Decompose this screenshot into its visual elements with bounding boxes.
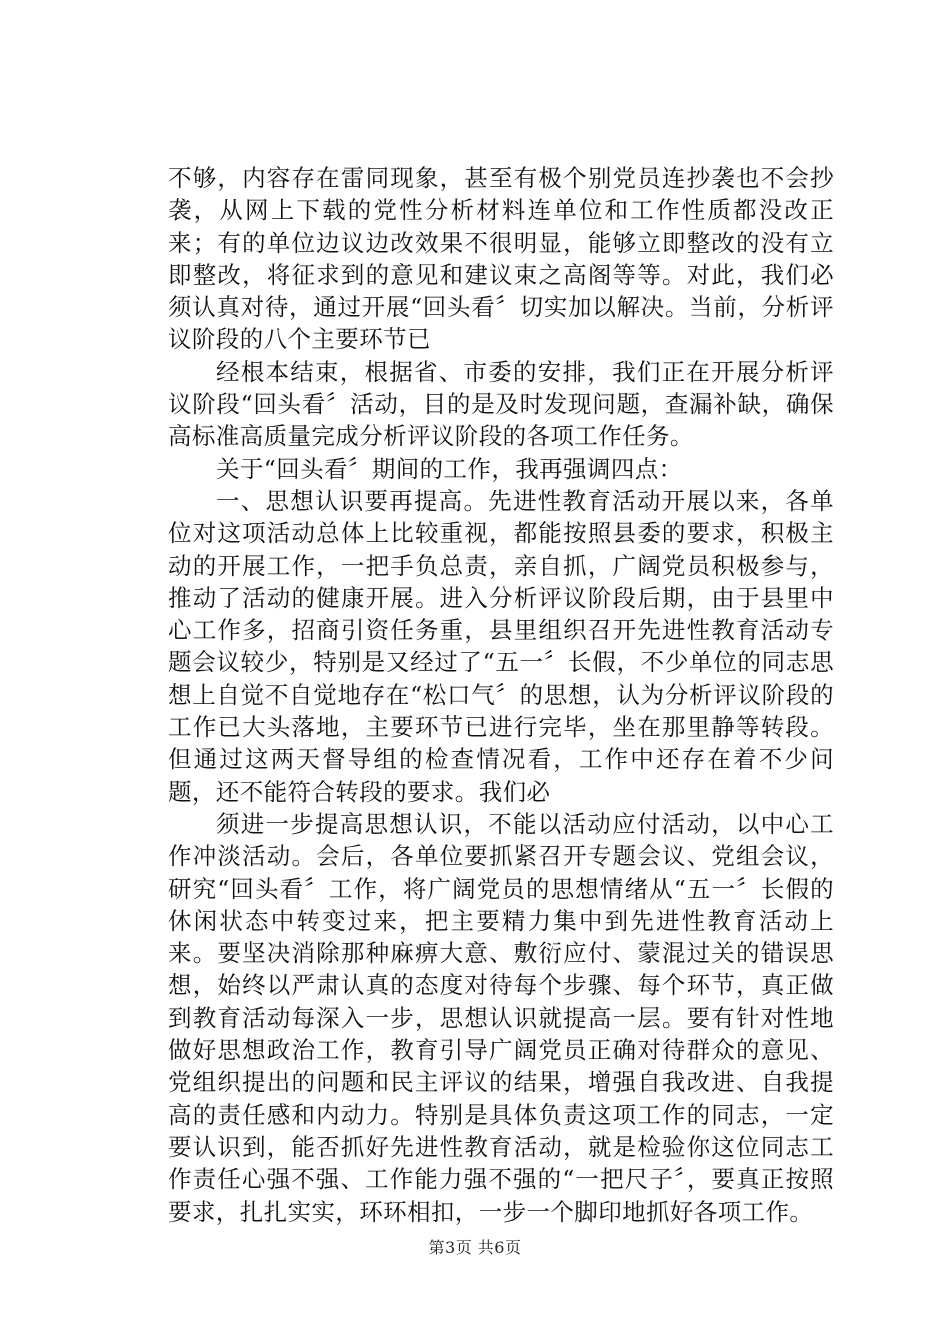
paragraph-1: 不够，内容存在雷同现象，甚至有极个别党员连抄袭也不会抄袭，从网上下载的党性分析材料连单位和工作性质都没改正来；有的单位边议边改效果不很明显，能够立即整改的没有立即整改，将征求到的意见和建议束之高阁等等。对此，我们必须认真对待，通过开展“回头看〞切实加以解决。当前，分析评议阶段的八个主要环节已 bbox=[168, 164, 834, 354]
paragraph-3: 关于“回头看〞期间的工作，我再强调四点： bbox=[216, 454, 683, 483]
page-number-footer: 第3页 共6页 bbox=[428, 1238, 522, 1257]
paragraph-5: 须进一步提高思想认识，不能以活动应付活动，以中心工作冲淡活动。会后，各单位要抓紧召开专题会议、党组会议，研究“回头看〞工作，将广阔党员的思想情绪从“五一〞长假的休闲状态中转变过来，把主要精力集中到先进性教育活动上来。要坚决消除那种麻痹大意、敷衍应付、蒙混过关的错误思想，始终以严肃认真的态度对待每个步骤、每个环节，真正做到教育活动每深入一步，思想认识就提高一层。要有针对性地做好思想政治工作，教育引导广阔党员正确对待群众的意见、党组织提出的问题和民主评议的结果，增强自我改进、自我提高的责任感和内动力。特别是具体负责这项工作的同志，一定要认识到，能否抓好先进性教育活动，就是检验你这位同志工作责任心强不强、工作能力强不强的“一把尺子〞，要真正按照要求，扎扎实实，环环相扣，一步一个脚印地抓好各项工作。 bbox=[168, 809, 834, 1226]
document-body bbox=[168, 162, 834, 1228]
paragraph-2: 经根本结束，根据省、市委的安排，我们正在开展分析评议阶段“回头看〞活动，目的是及时发现问题，查漏补缺，确保高标准高质量完成分析评议阶段的各项工作任务。 bbox=[168, 357, 834, 451]
paragraph-4: 一、思想认识要再提高。先进性教育活动开展以来，各单位对这项活动总体上比较重视，都能按照县委的要求，积极主动的开展工作，一把手负总责，亲自抓，广阔党员积极参与，推动了活动的健康开展。进入分析评议阶段后期，由于县里中心工作多，招商引资任务重，县里组织召开先进性教育活动专题会议较少，特别是又经过了“五一〞长假，不少单位的同志思想上自觉不自觉地存在“松口气〞的思想，认为分析评议阶段的工作已大头落地，主要环节已进行完毕，坐在那里静等转段。但通过这两天督导组的检查情况看，工作中还存在着不少问题，还不能符合转段的要求。我们必 bbox=[168, 486, 834, 806]
